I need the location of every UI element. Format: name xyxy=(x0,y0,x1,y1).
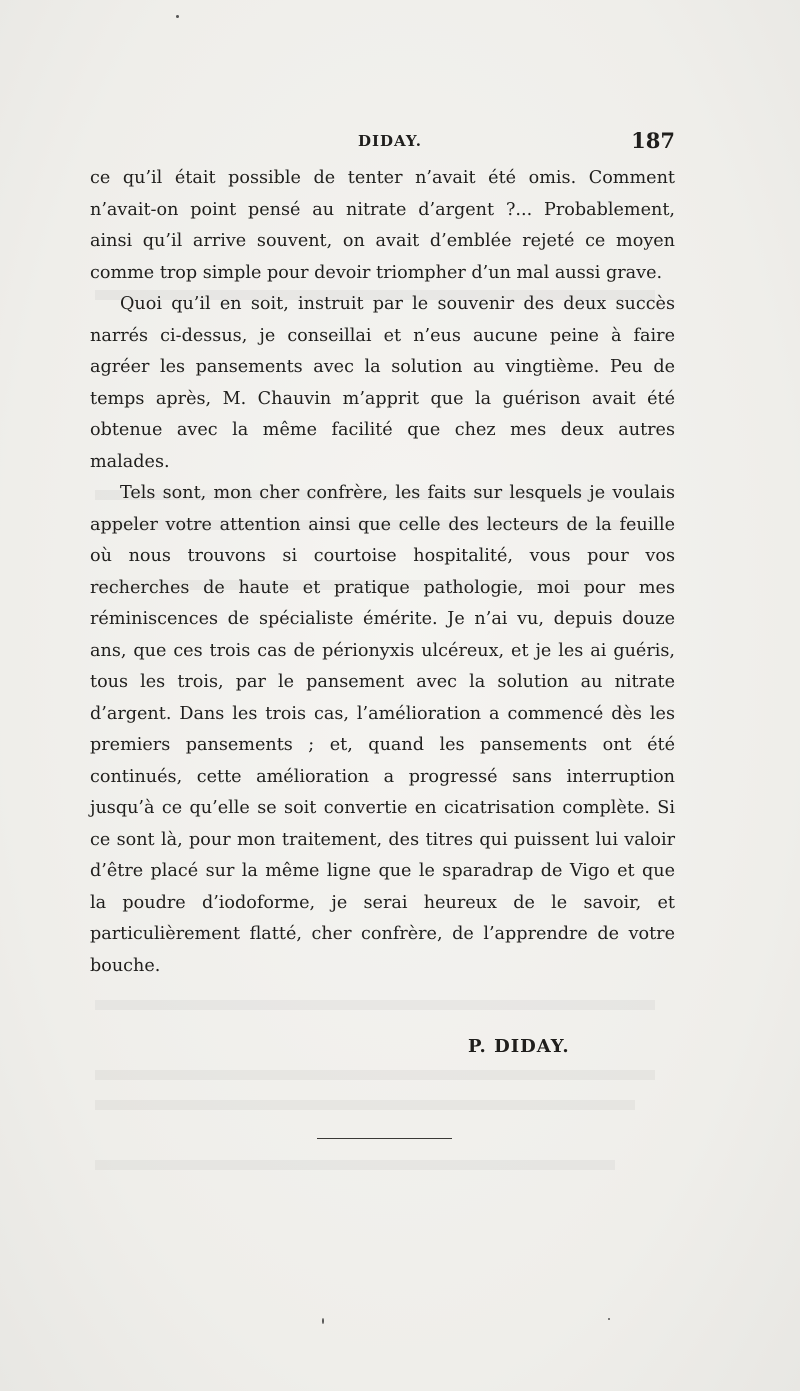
paper-speck xyxy=(608,1318,610,1320)
running-title: DIDAY. xyxy=(358,132,422,150)
paper-speck xyxy=(322,1318,324,1324)
paragraph: Quoi qu’il en soit, instruit par le souvenir des deux succès narrés ci-dessus, je conseillai et n’eus aucune peine à faire agréer les pansements avec la solution au vingtième. Peu de temps après, M. Chauvin m’apprit que la guérison avait été obtenue avec la même facilité que chez mes deux autres malades. xyxy=(90,294,675,472)
paragraph: ce qu’il était possible de tenter n’avait été omis. Comment n’avait-on point pensé au nitrate d’argent ?... Probablement, ainsi qu’il arrive souvent, on avait d’emblée rejeté ce moyen comme trop simple pour devoir triompher d’un mal aussi grave. xyxy=(90,168,675,283)
signature: P. DIDAY. xyxy=(468,1036,570,1057)
running-header xyxy=(90,128,675,158)
body-text xyxy=(90,163,675,982)
section-rule xyxy=(317,1138,452,1139)
paragraph: Tels sont, mon cher confrère, les faits sur lesquels je voulais appeler votre attention ainsi que celle des lecteurs de la feuille où nous trouvons si courtoise hospitalité, vous pour vos recherches de haute et pratique pathologie, moi pour mes réminiscences de spécialiste émérite. Je n’ai vu, depuis douze ans, que ces trois cas de périonyxis ulcéreux, et je les ai guéris, tous les trois, par le pansement avec la solution au nitrate d’argent. Dans les trois cas, l’amélioration a commencé dès les premiers pansements ; et, quand les pansements ont été continués, cette amélioration a progressé sans interruption jusqu’à ce qu’elle se soit convertie en cicatrisation complète. Si ce sont là, pour mon traitement, des titres qui puissent lui valoir d’être placé sur la même ligne que le sparadrap de Vigo et que la poudre d’iodoforme, je serai heureux de le savoir, et particulièrement flatté, cher confrère, de l’apprendre de votre bouche. xyxy=(90,483,675,976)
page-number: 187 xyxy=(631,128,675,153)
paper-speck xyxy=(176,15,179,18)
